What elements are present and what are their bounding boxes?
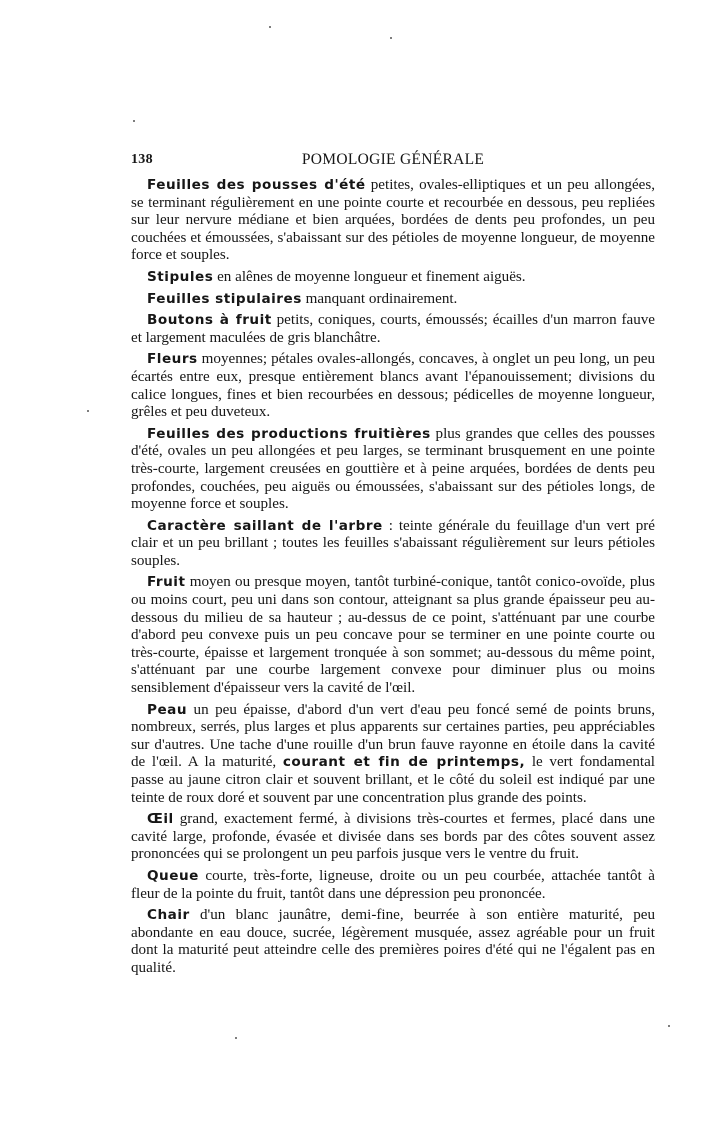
term-heading: Fruit xyxy=(147,574,186,591)
paragraph-text: grand, exactement fermé, à divisions très-courtes et fermes, placé dans une cavité large, profonde, évasée et divisée dans ses bords par des côtes souvent assez prononcées qui se prolongent un peu parfois jusque vers le ventre du fruit. xyxy=(131,811,655,863)
paragraph-text: d'un blanc jaunâtre, demi-fine, beurrée à son entière maturité, peu abondante en eau douce, sucrée, légèrement musquée, assez agréable pour un fruit dont la maturité peut atteindre celle des premières poires d'été qui ne l'égalent pas en qualité. xyxy=(131,907,655,976)
paragraph-feuilles-stipulaires xyxy=(131,291,655,309)
scan-speck xyxy=(668,1025,670,1027)
paragraph-chair xyxy=(131,907,655,977)
paragraph-text: petites, ovales-elliptiques et un peu allongées, se terminant régulièrement en une pointe courte et recourbée en dessous, peu repliées sur leur nervure médiane et bien arquées, bordées de dents peu profondes, un peu couchées et émoussées, s'abaissant sur des pétioles de moyenne longueur, de moyenne force et souples. xyxy=(131,177,655,264)
term-heading: Fleurs xyxy=(147,351,198,368)
paragraph-fleurs xyxy=(131,351,655,421)
term-heading: Œil xyxy=(147,811,174,828)
paragraph-oeil xyxy=(131,811,655,864)
paragraph-feuilles-pousses xyxy=(131,177,655,265)
term-heading: Feuilles des pousses d'été xyxy=(147,177,366,193)
term-heading: Feuilles stipulaires xyxy=(147,290,302,307)
scan-speck xyxy=(269,26,271,28)
paragraph-caractere xyxy=(131,518,655,571)
paragraph-queue xyxy=(131,868,655,903)
paragraph-peau xyxy=(131,702,655,808)
scan-speck xyxy=(235,1037,237,1039)
scan-speck xyxy=(390,37,392,39)
paragraph-text: : teinte générale du feuillage d'un vert pré clair et un peu brillant ; toutes les feuilles s'abaissant régulièrement sur leurs pétioles souples. xyxy=(131,517,655,569)
term-heading: Peau xyxy=(147,701,188,718)
paragraph-text: manquant ordinairement. xyxy=(301,290,458,307)
page-number: 138 xyxy=(131,152,153,167)
scan-speck xyxy=(133,120,135,122)
paragraph-text: un peu épaisse, d'abord d'un vert d'eau peu foncé semé de points bruns, nombreux, serrés, plus larges et plus apparents sur certaines parties, peu appréciables sur d'autres. Une tache d'une rouille d'un brun fauve rayonne en étoile dans la cavité de l'œil. A la maturité, xyxy=(131,701,655,771)
scan-speck xyxy=(87,410,89,412)
book-page xyxy=(131,150,655,982)
paragraph-text: le vert fondamental passe au jaune citron clair et souvent brillant, et le côté du soleil est indiqué par une teinte de roux doré et souvent par une concentration plus grande des points. xyxy=(131,754,656,806)
term-heading: Queue xyxy=(147,867,199,884)
paragraph-text: petits, coniques, courts, émoussés; écailles d'un marron fauve et largement maculées de gris blanchâtre. xyxy=(131,312,656,346)
paragraph-text: moyennes; pétales ovales-allongés, concaves, à onglet un peu long, un peu écartés entre eux, presque entièrement blancs avant l'épanouissement; divisions du calice longues, fines et bien recourbées en dessous; pédicelles de moyenne longueur, grêles et peu duveteux. xyxy=(131,351,655,421)
paragraph-text: courte, très-forte, ligneuse, droite ou un peu courbée, attachée tantôt à fleur de la pointe du fruit, tantôt dans une dépression peu prononcée. xyxy=(131,867,655,902)
paragraph-fruit xyxy=(131,574,655,697)
term-heading: Chair xyxy=(147,907,190,924)
running-title: POMOLOGIE GÉNÉRALE xyxy=(301,151,485,168)
term-heading: Caractère saillant de l'arbre xyxy=(147,517,383,534)
paragraph-feuilles-productions xyxy=(131,426,655,514)
term-heading: Boutons à fruit xyxy=(147,312,272,329)
term-emphasis: courant et fin de printemps, xyxy=(282,754,526,771)
paragraph-text: plus grandes que celles des pousses d'été, ovales un peu allongées et peu larges, se terminant brusquement en une pointe très-courte, largement creusées en gouttière et à peine arquées, bordées de dents peu profondes, couchées, peu aiguës ou émoussées, s'abaissant sur des pétioles longs, de moyenne force et souples. xyxy=(131,425,655,513)
term-heading: Stipules xyxy=(147,268,214,285)
running-head xyxy=(131,150,655,170)
term-heading: Feuilles des productions fruitières xyxy=(147,425,431,442)
paragraph-stipules xyxy=(131,269,655,287)
paragraph-boutons xyxy=(131,312,655,347)
paragraph-text: en alênes de moyenne longueur et finement aiguës. xyxy=(213,268,526,285)
paragraph-text: moyen ou presque moyen, tantôt turbiné-conique, tantôt conico-ovoïde, plus ou moins court, peu uni dans son contour, atteignant sa plus grande épaisseur peu au-dessous du milieu de sa hauteur ; au-dessus de ce point, s'atténuant par une courbe d'abord peu convexe puis un peu concave pour se terminer en une pointe courte ou très-courte, épaisse et largement tronquée à son sommet; au-dessous du même point, s'atténuant par une courbe largement convexe pour diminuer plus ou moins sensiblement d'épaisseur vers la cavité de l'œil. xyxy=(131,574,655,697)
